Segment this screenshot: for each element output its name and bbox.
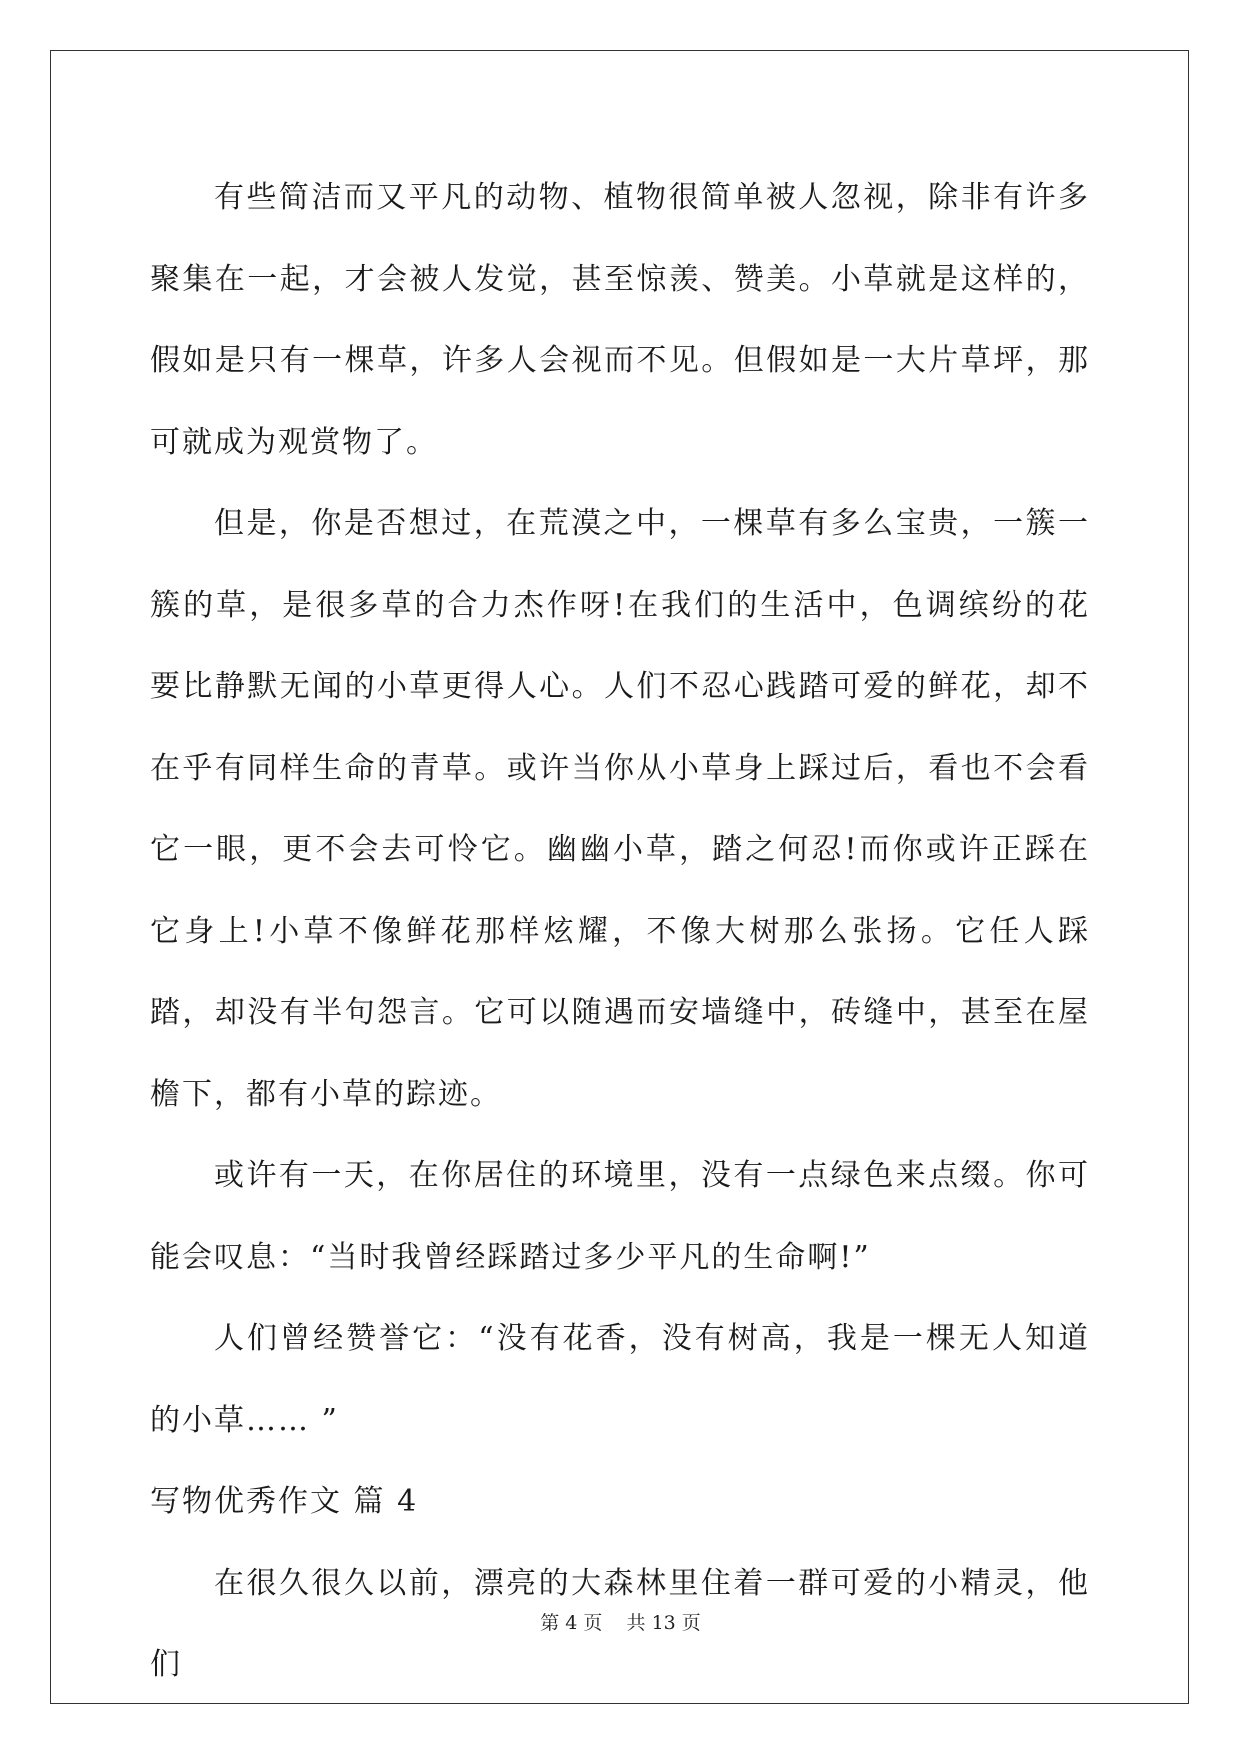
total-pages: 共 13 页 — [626, 1612, 701, 1634]
paragraph-4: 人们曾经赞誉它：“没有花香，没有树高，我是一棵无人知道的小草…… ” — [150, 1321, 1090, 1438]
paragraph-1: 有些简洁而又平凡的动物、植物很简单被人忽视，除非有许多聚集在一起，才会被人发觉，甚至惊羡、赞美。小草就是这样的，假如是只有一棵草，许多人会视而不见。但假如是一大片草坪，那可就成为观赏物了。 — [150, 180, 1090, 460]
current-page-number: 第 4 页 — [540, 1612, 603, 1634]
document-body — [150, 157, 1090, 1706]
section-heading: 写物优秀作文 篇 4 — [150, 1484, 419, 1519]
paragraph-5: 在很久很久以前，漂亮的大森林里住着一群可爱的小精灵，他们 — [150, 1565, 1090, 1682]
paragraph-3: 或许有一天，在你居住的环境里，没有一点绿色来点缀。你可能会叹息：“当时我曾经踩踏过多少平凡的生命啊!” — [150, 1158, 1090, 1275]
page-footer — [0, 1608, 1241, 1635]
paragraph-2: 但是，你是否想过，在荒漠之中，一棵草有多么宝贵，一簇一簇的草，是很多草的合力杰作呀!在我们的生活中，色调缤纷的花要比静默无闻的小草更得人心。人们不忍心践踏可爱的鲜花，却不在乎有同样生命的青草。或许当你从小草身上踩过后，看也不会看它一眼，更不会去可怜它。幽幽小草，踏之何忍!而你或许正踩在它身上!小草不像鲜花那样炫耀，不像大树那么张扬。它任人踩踏，却没有半句怨言。它可以随遇而安墙缝中，砖缝中，甚至在屋檐下，都有小草的踪迹。 — [150, 506, 1090, 1112]
